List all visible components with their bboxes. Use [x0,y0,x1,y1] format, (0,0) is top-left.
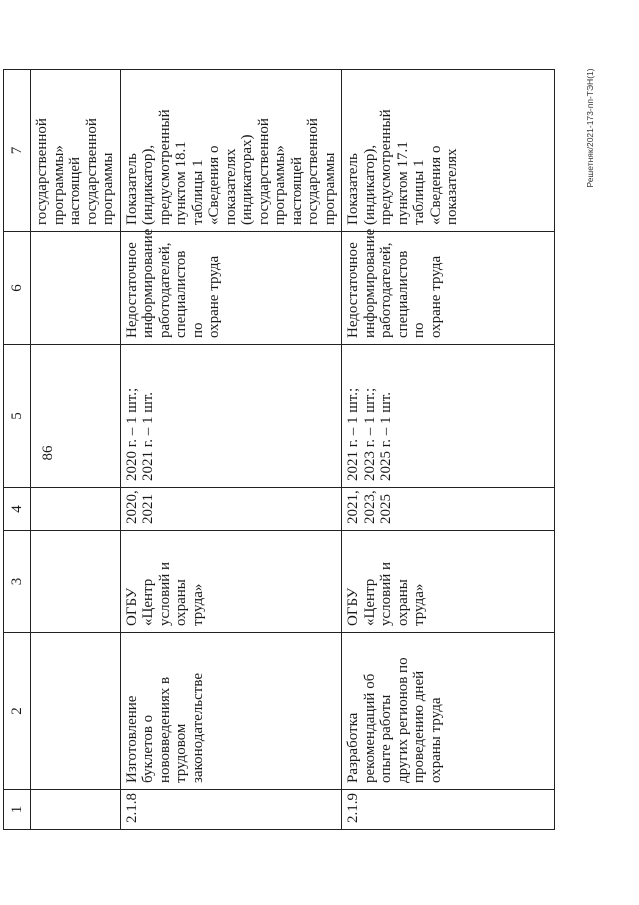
text-line: показателях [444,148,460,225]
text-line: информирование [361,228,378,338]
page-number: 86 [40,445,56,461]
text-line: таблицы 1 [189,159,206,225]
text-line: программы» [272,145,288,225]
text-line: ОГБУ «Центр [345,578,378,626]
text-line: буклетов о [140,714,156,783]
text-line: Недостаточное [345,242,361,338]
text-line: показателях [222,148,239,225]
text-line: Показатель [345,153,361,225]
empty-cell [31,488,121,531]
text-line: охране труда [427,255,444,338]
indicator-continuation-cell [31,70,121,232]
empty-cell [31,790,121,830]
text-line: условий и [156,561,173,626]
text-line: (индикатор), [361,144,378,225]
text-line: настоящей [67,156,83,225]
text-line: опыте работы [378,694,394,783]
text-line: предусмотренный [156,109,173,225]
empty-cell [31,345,121,488]
text-line: Показатель [123,153,140,225]
indicator-cell [120,70,342,232]
result-cell [342,345,555,488]
text-line: проведению дней [411,670,427,783]
result-cell [120,345,342,488]
text-line: государственной [34,118,50,225]
text-line: информирование [140,228,156,338]
column-header: 3 [4,531,31,633]
years-cell [342,488,555,531]
problem-cell [342,228,555,345]
text-line: «Сведения о [427,145,444,225]
text-line: 2025 [378,494,394,524]
text-line: государственной [305,118,321,225]
text-line: таблицы 1 [411,159,427,225]
text-line: Разработка [345,712,361,783]
text-line: (индикаторах) [239,134,255,225]
text-line: специалистов по [173,250,206,338]
row-number-cell: 2.1.9 [342,790,555,830]
text-line: законодательстве [189,672,206,783]
text-line: других регионов по [394,657,411,783]
years-cell [120,488,342,531]
text-line: программы [100,152,116,225]
executor-cell [342,531,555,633]
text-line: 2020, [123,490,140,524]
continuation-row [31,70,121,830]
text-line: трудовом [173,723,189,783]
empty-cell [31,633,121,790]
table-row [120,70,342,830]
document-footer: Решетняк/2021-173-пп-ТЭН(1) [585,68,595,188]
text-line: 2025 г. – 1 шт. [378,392,394,481]
empty-cell [31,232,121,345]
column-header: 5 [4,345,31,488]
column-header: 7 [4,70,31,232]
text-line: охраны труда [427,697,444,783]
measure-name-cell [120,633,342,790]
column-header: 4 [4,488,31,531]
text-line: 2021 [140,494,156,524]
table-row [342,70,555,830]
text-line: предусмотренный [378,109,394,225]
text-line: 2023 г. – 1 шт.; [361,387,378,481]
executor-cell [120,531,342,633]
text-line: 2021 г. – 1 шт. [140,392,156,481]
text-line: пунктом 17.1 [394,141,411,225]
text-line: рекомендаций об [361,673,378,783]
text-line: ОГБУ «Центр [123,578,156,626]
row-number-cell: 2.1.8 [120,790,342,830]
text-line: работодателей, [156,242,173,338]
text-line: «Сведения о [206,145,222,225]
measure-name-cell [342,633,555,790]
text-line: охраны труда» [173,579,206,626]
table-wrapper [3,70,511,830]
text-line: 2020 г. – 1 шт.; [123,387,140,481]
text-line: Изготовление [123,695,140,783]
text-line: настоящей [288,156,305,225]
text-line: 2021 г. – 1 шт.; [345,387,361,481]
text-line: (индикатор), [140,144,156,225]
column-header: 1 [4,790,31,830]
text-line: нововведениях в [156,676,173,783]
text-line: охраны труда» [394,579,427,626]
text-line: специалистов по [394,250,427,338]
header-row [4,70,31,830]
text-line: 2021, [345,490,361,524]
indicator-cell [342,70,555,232]
text-line: программы [321,152,338,225]
text-line: работодателей, [378,242,394,338]
column-header: 2 [4,633,31,790]
text-line: условий и [378,561,394,626]
problem-cell [120,228,342,345]
text-line: государственной [83,118,100,225]
column-header: 6 [4,232,31,345]
text-line: государственной [255,118,272,225]
text-line: Недостаточное [123,242,140,338]
text-line: программы» [50,145,67,225]
text-line: пунктом 18.1 [173,141,189,225]
program-measures-table [3,69,555,830]
text-line: 2023, [361,490,378,524]
empty-cell [31,531,121,633]
text-line: охране труда [206,255,222,338]
